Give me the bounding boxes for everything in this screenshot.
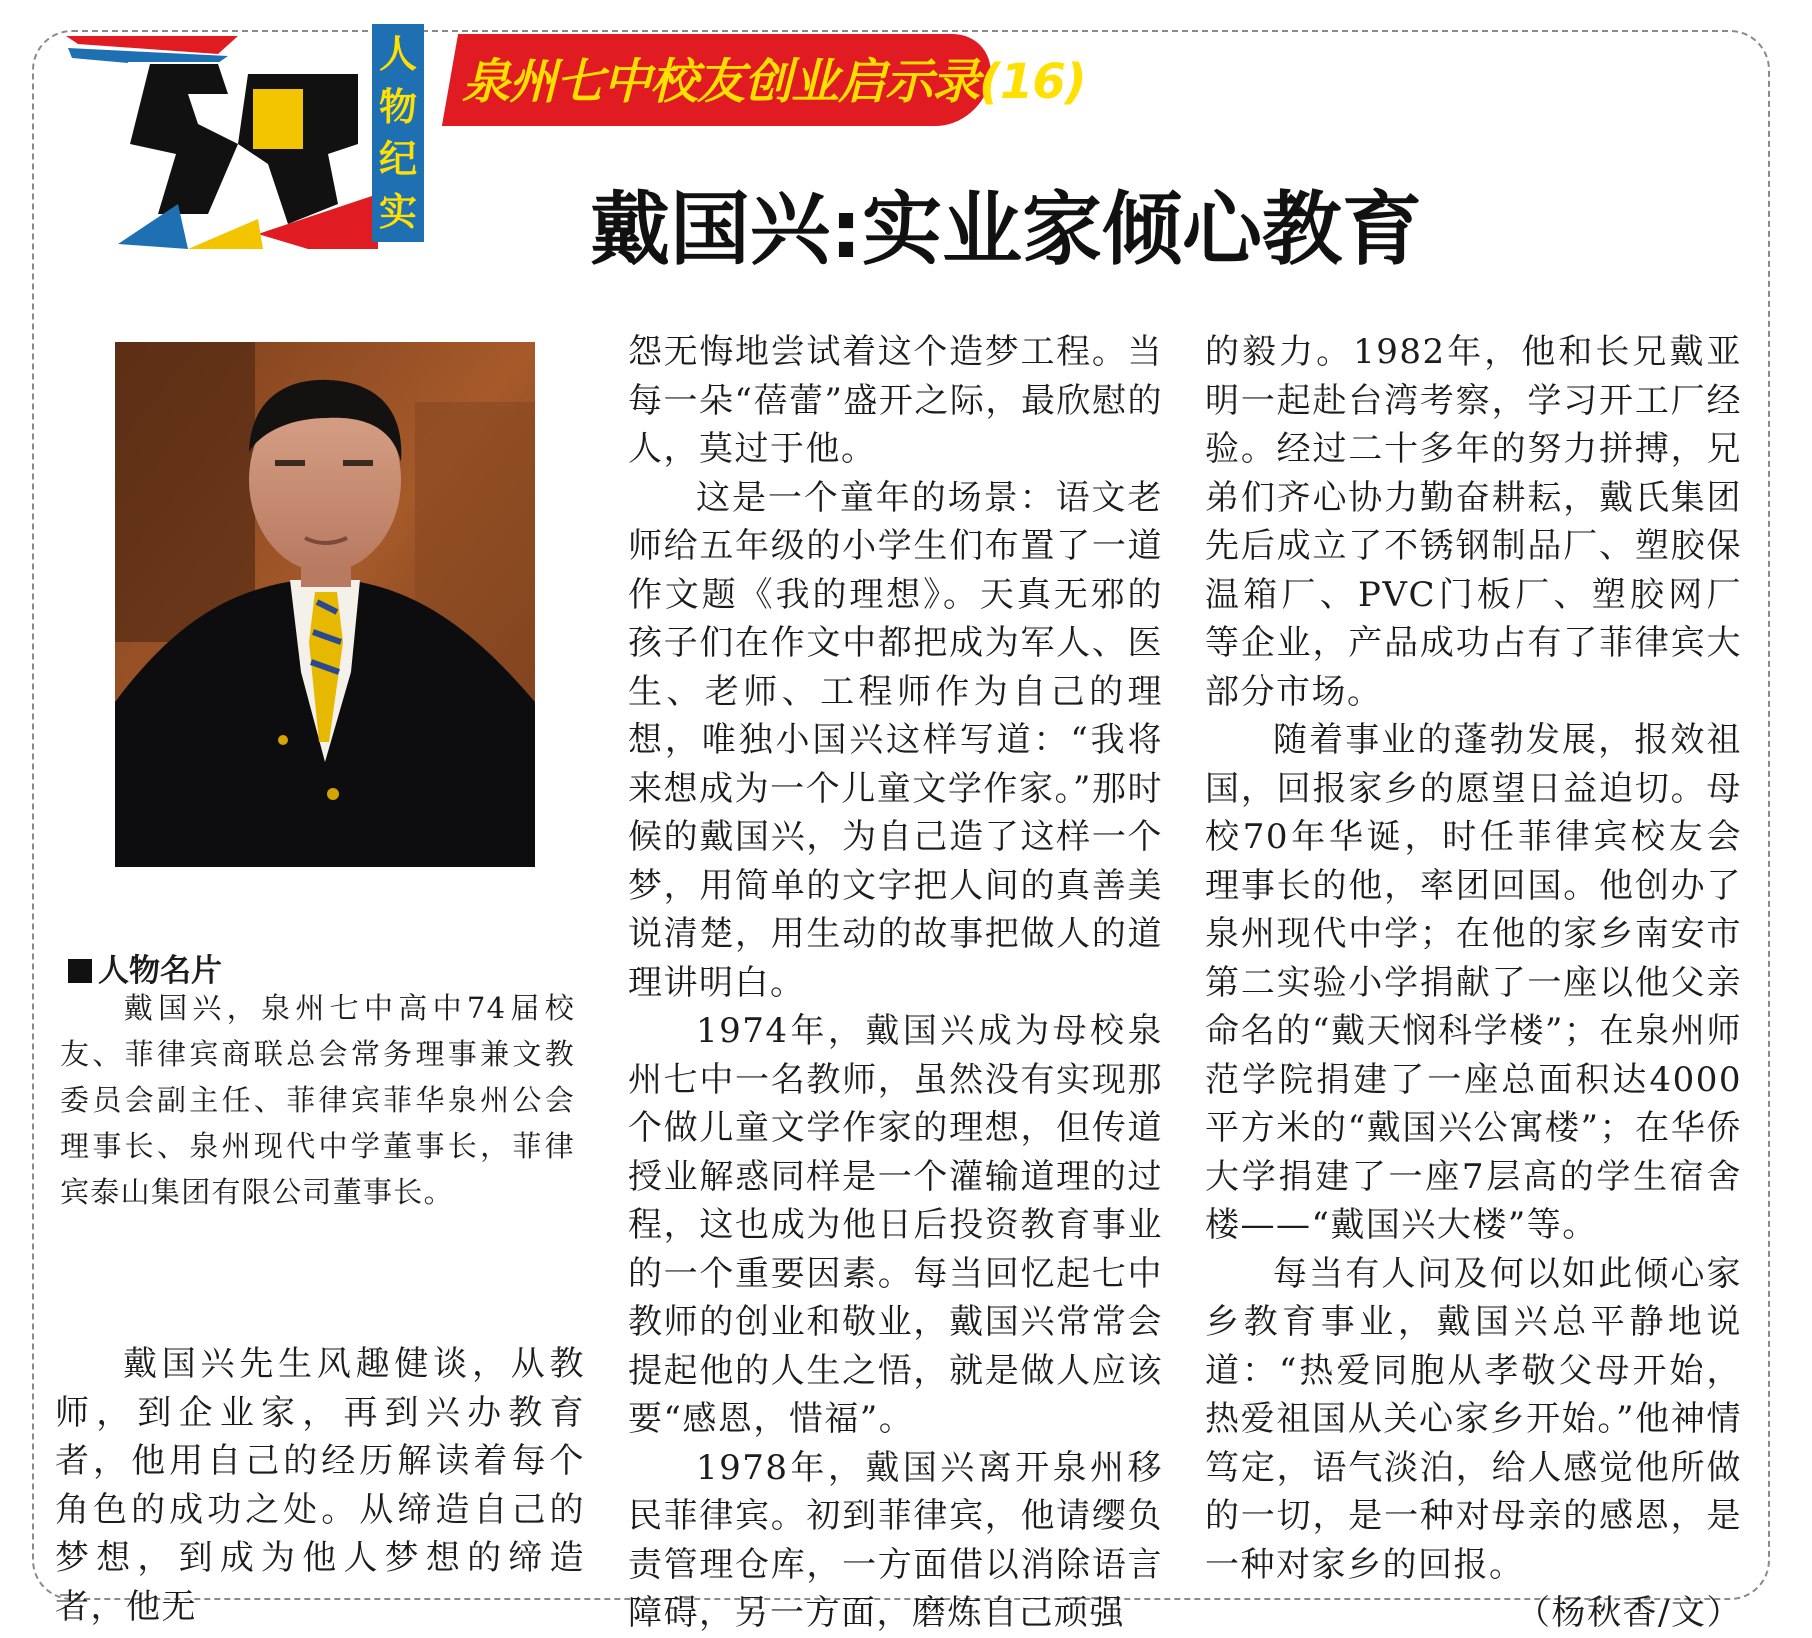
figure-logo-icon xyxy=(58,34,388,254)
column-label-char-4: 实 xyxy=(378,188,417,234)
article-column-2 xyxy=(628,328,1163,1638)
portrait-photo xyxy=(115,342,535,867)
byline: （杨秋香/文） xyxy=(1516,1593,1742,1633)
paragraph: 1974年，戴国兴成为母校泉州七中一名教师，虽然没有实现那个做儿童文学作家的理想，但传道授业解惑同样是一个灌输道理的过程，这也成为他日后投资教育事业的一个重要因素。每当回忆起七中教师的创业和敬业，戴国兴常常会提起他的人生之悟，就是做人应该要“感恩，惜福”。 xyxy=(628,1011,1163,1439)
column-label-char-1: 人 xyxy=(378,31,417,77)
profile-card-paragraph: 戴国兴，泉州七中高中74届校友、菲律宾商联总会常务理事兼文教委员会副主任、菲律宾菲华泉州公会理事长、泉州现代中学董事长，菲律宾泰山集团有限公司董事长。 xyxy=(60,991,575,1209)
profile-card-text xyxy=(60,985,575,1215)
article-column-3 xyxy=(1205,328,1742,1638)
paragraph: 1978年，戴国兴离开泉州移民菲律宾。初到菲律宾，他请缨负责管理仓库，一方面借以消除语言障碍，另一方面，磨炼自己顽强 xyxy=(628,1447,1163,1633)
column-label-char-3: 纪 xyxy=(378,136,417,182)
column-label xyxy=(372,24,424,242)
series-title: 泉州七中校友创业启示录(16) xyxy=(462,54,1086,110)
paragraph: 的毅力。1982年，他和长兄戴亚明一起赴台湾考察，学习开工厂经验。经过二十多年的努力拼搏，兄弟们齐心协力勤奋耕耘，戴氏集团先后成立了不锈钢制品厂、塑胶保温箱厂、PVC门板厂、塑胶网厂等企业，产品成功占有了菲律宾大部分市场。 xyxy=(1205,332,1742,712)
article-column-1 xyxy=(55,1340,585,1631)
square-bullet-icon xyxy=(68,959,92,983)
profile-card-title xyxy=(68,945,222,990)
profile-card-title-text: 人物名片 xyxy=(98,953,222,989)
paragraph: 随着事业的蓬勃发展，报效祖国，回报家乡的愿望日益迫切。母校70年华诞，时任菲律宾校友会理事长的他，率团回国。他创办了泉州现代中学；在他的家乡南安市第二实验小学捐献了一座以他父亲命名的“戴天悯科学楼”；在泉州师范学院捐建了一座总面积达4000平方米的“戴国兴公寓楼”；在华侨大学捐建了一座7层高的学生宿舍楼——“戴国兴大楼”等。 xyxy=(1205,720,1742,1245)
headline: 戴国兴:实业家倾心教育 xyxy=(590,183,1422,276)
column-label-char-2: 物 xyxy=(378,83,417,129)
paragraph: 怨无悔地尝试着这个造梦工程。当每一朵“蓓蕾”盛开之际，最欣慰的人，莫过于他。 xyxy=(628,332,1163,469)
paragraph: 这是一个童年的场景：语文老师给五年级的小学生们布置了一道作文题《我的理想》。天真无邪的孩子们在作文中都把成为军人、医生、老师、工程师作为自己的理想，唯独小国兴这样写道：“我将来想成为一个儿童文学作家。”那时候的戴国兴，为自己造了这样一个梦，用简单的文字把人间的真善美说清楚，用生动的故事把做人的道理讲明白。 xyxy=(628,477,1163,1003)
paragraph: 戴国兴先生风趣健谈，从教师，到企业家，再到兴办教育者，他用自己的经历解读着每个角色的成功之处。从缔造自己的梦想，到成为他人梦想的缔造者，他无 xyxy=(55,1344,585,1627)
paragraph: 每当有人问及何以如此倾心家乡教育事业，戴国兴总平静地说道：“热爱同胞从孝敬父母开始，热爱祖国从关心家乡开始。”他神情笃定，语气淡泊，给人感觉他所做的一切，是一种对母亲的感恩，是一种对家乡的回报。 xyxy=(1205,1253,1742,1585)
